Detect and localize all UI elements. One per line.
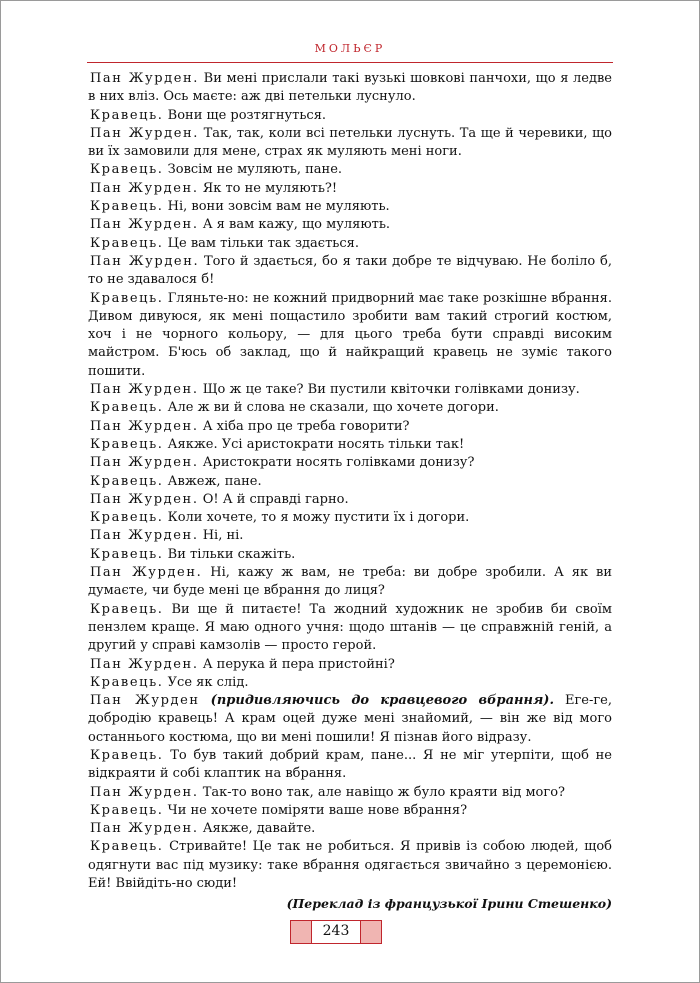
speaker-name: Пан Журден. [90,125,199,141]
speaker-name: Пан Журден. [90,418,199,434]
speaker-name: Кравець. [90,546,164,562]
dialogue-line [88,180,612,198]
speaker-name: Пан Журден. [90,565,203,581]
line-text: О! А й справді гарно. [202,491,349,507]
dialogue-line [88,784,612,802]
line-text: Аристократи носять голівками донизу? [202,455,475,471]
stage-direction: (придивляючись до кравцевого вбрання). [210,693,554,709]
line-text: Того й здається, бо я таки добре те відчуваю. Не боліло б, то не здавалося б! [88,253,612,288]
line-text: Коли хочете, то я можу пустити їх і догори. [167,510,470,526]
page-number-box [290,920,382,946]
dialogue-line [88,838,612,893]
speaker-name: Кравець. [90,199,164,215]
speaker-name: Кравець. [90,747,164,763]
speaker-name: Кравець. [90,510,164,526]
dialogue-line [88,198,612,216]
speaker-name: Пан Журден. [90,491,199,507]
dialogue-line [88,527,612,545]
dialogue-line [88,546,612,564]
speaker-name: Кравець. [90,473,164,489]
speaker-name: Пан Журден. [90,528,199,544]
speaker-name: Кравець. [90,436,164,452]
speaker-name: Пан Журден. [90,821,199,837]
line-text: Усе як слід. [167,674,249,690]
speaker-name: Кравець. [90,802,164,818]
line-text: Ви ще й питаєте! Та жодний художник не зробив би своїм пензлем краще. Я маю одного учня: щодо штанів — це справжній геній, а другий у справі камзолів — просто герой. [88,601,612,654]
line-text: Ви тільки скажіть. [167,546,296,562]
speaker-name: Кравець. [90,601,164,617]
line-text: Як то не муляють?! [202,180,338,196]
speaker-name: Кравець. [90,839,164,855]
line-text: Що ж це таке? Ви пустили квіточки голівками донизу. [202,382,580,398]
line-text: Це вам тільки так здається. [167,235,359,251]
dialogue-line [88,454,612,472]
line-text: Ні, кажу ж вам, не треба: ви добре зробили. А як ви думаєте, чи буде мені це вбрання до лиця? [88,565,612,599]
page-body [88,70,612,914]
speaker-name: Пан Журден. [90,455,199,471]
header-rule [87,62,613,63]
speaker-name: Пан Журден. [90,382,199,398]
dialogue-line [88,399,612,417]
speaker-name: Кравець. [90,107,164,123]
line-text: Чи не хочете поміряти ваше нове вбрання? [167,802,468,818]
line-text: Стривайте! Це так не робиться. Я привів із собою людей, щоб одягнути вас під музику: таке вбрання одягається звичайно з церемонією. Ей! Ввійдіть-но сюди! [88,839,612,892]
line-text: Ні, ні. [202,528,244,544]
speaker-name: Пан Журден. [90,784,199,800]
line-text: А хіба про це треба говорити? [202,418,410,434]
dialogue [88,70,612,893]
line-text: Зовсім не муляють, пане. [167,162,343,178]
speaker-name: Пан Журден. [90,217,199,233]
line-text: Еге-ге, добродію кравець! А крам оцей дуже мені знайомий, — він же від мого останнього костюма, що ви мені пошили! Я пізнав його відразу. [88,693,612,745]
speaker-name: Пан Журден. [90,180,199,196]
line-text: Аякже. Усі аристократи носять тільки так! [167,436,465,452]
translation-credit: (Переклад із французької Ірини Стешенко) [286,896,612,912]
dialogue-line [88,216,612,234]
dialogue-line [88,235,612,253]
speaker-name: Кравець. [90,400,164,416]
line-text: Авжеж, пане. [167,473,262,489]
dialogue-line [88,107,612,125]
line-text: Так, так, коли всі петельки луснуть. Та ще й черевики, що ви їх замовили для мене, страх як муляють мені ноги. [88,125,613,160]
dialogue-line [88,509,612,527]
dialogue-line [88,674,612,692]
dialogue-line [88,564,612,601]
page-number: 243 [312,920,360,944]
dialogue-line [88,381,612,399]
speaker-name: Пан Журден [90,693,200,709]
line-text: Ви мені прислали такі вузькі шовкові панчохи, що я ледве в них вліз. Ось маєте: аж дві петельки луснуло. [88,71,612,105]
dialogue-line [88,70,612,107]
speaker-name: Пан Журден. [90,71,200,86]
speaker-name: Пан Журден. [90,253,200,269]
line-text: Ні, вони зовсім вам не муляють. [167,199,390,215]
line-text: Але ж ви й слова не сказали, що хочете догори. [167,400,499,416]
line-text: То був такий добрий крам, пане... Я не міг утерпіти, щоб не відкраяти й собі клаптик на вбрання. [88,747,612,782]
dialogue-line [88,802,612,820]
dialogue-line [88,418,612,436]
dialogue-line [88,161,612,179]
line-text: Вони ще розтягнуться. [167,107,327,123]
line-text: Гляньте-но: не кожний придворний має таке розкішне вбрання. Дивом дивуюся, як мені пощастило зробити вам такий строгий костюм, хоч і не чорного кольору, — для цього треба бути справді високим майстром. Б'юсь об заклад, що й найкращий кравець не зуміє такого пошити. [88,290,613,379]
speaker-name: Кравець. [90,674,164,690]
line-text: Так-то воно так, але навіщо ж було краяти від мого? [202,784,565,800]
running-header: МОЛЬЄР [314,42,386,55]
speaker-name: Кравець. [90,162,164,178]
dialogue-line [88,253,612,290]
page-number-left-box [290,920,312,944]
dialogue-line [88,125,612,162]
dialogue-line [88,473,612,491]
dialogue-line [88,601,612,656]
dialogue-line [88,692,612,747]
speaker-name: Пан Журден. [90,656,199,672]
line-text: Аякже, давайте. [202,821,316,837]
speaker-name: Кравець. [90,290,164,306]
dialogue-line [88,436,612,454]
dialogue-line [88,656,612,674]
speaker-name: Кравець. [90,235,164,251]
dialogue-line [88,290,612,381]
dialogue-line [88,491,612,509]
page-number-right-box [360,920,382,944]
line-text: А перука й пера пристойні? [202,656,395,672]
dialogue-line [88,747,612,784]
dialogue-line [88,820,612,838]
line-text: А я вам кажу, що муляють. [202,217,391,233]
